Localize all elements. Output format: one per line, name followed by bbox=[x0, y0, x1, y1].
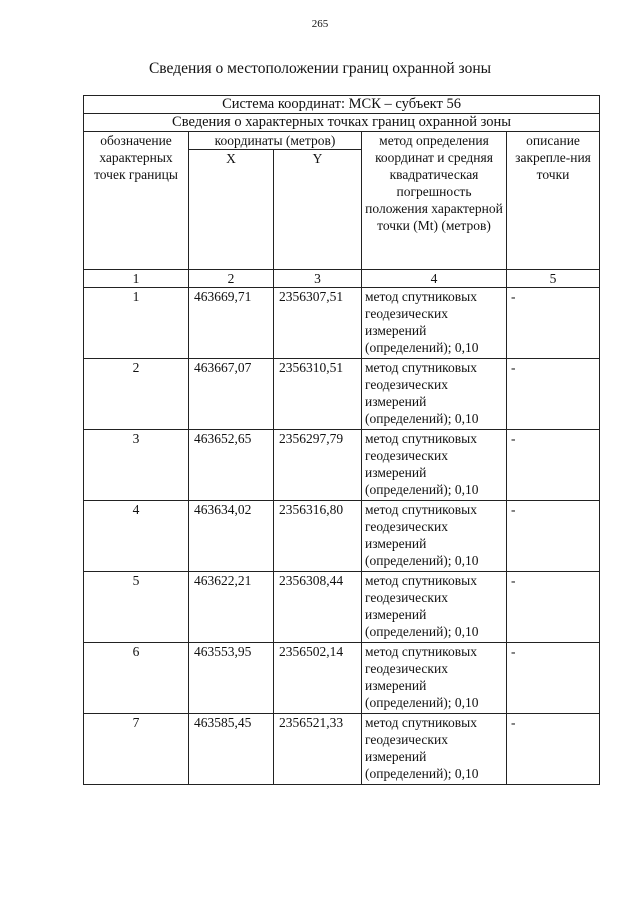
y-coordinate-cell: 2356297,79 bbox=[274, 430, 362, 501]
y-coordinate-cell: 2356521,33 bbox=[274, 714, 362, 785]
method-cell: метод спутниковых геодезических измерений (определений); 0,10 bbox=[362, 714, 507, 785]
method-cell: метод спутниковых геодезических измерений (определений); 0,10 bbox=[362, 359, 507, 430]
column-number: 5 bbox=[507, 270, 600, 288]
column-numbers-row bbox=[84, 270, 600, 288]
point-designation-header: обозначение характерных точек границы bbox=[84, 132, 189, 270]
header-row-top bbox=[84, 132, 600, 150]
x-coordinate-cell: 463622,21 bbox=[189, 572, 274, 643]
x-header: X bbox=[189, 150, 274, 270]
y-coordinate-cell: 2356502,14 bbox=[274, 643, 362, 714]
y-coordinate-cell: 2356307,51 bbox=[274, 288, 362, 359]
table-row bbox=[84, 643, 600, 714]
point-description-cell: - bbox=[507, 643, 600, 714]
y-coordinate-cell: 2356308,44 bbox=[274, 572, 362, 643]
point-number-cell: 6 bbox=[84, 643, 189, 714]
x-coordinate-cell: 463634,02 bbox=[189, 501, 274, 572]
boundary-points-table bbox=[83, 95, 600, 785]
points-info-label: Сведения о характерных точках границ охранной зоны bbox=[84, 114, 600, 132]
point-description-cell: - bbox=[507, 430, 600, 501]
column-number: 4 bbox=[362, 270, 507, 288]
method-cell: метод спутниковых геодезических измерений (определений); 0,10 bbox=[362, 643, 507, 714]
table-row bbox=[84, 430, 600, 501]
column-number: 3 bbox=[274, 270, 362, 288]
x-coordinate-cell: 463669,71 bbox=[189, 288, 274, 359]
y-coordinate-cell: 2356316,80 bbox=[274, 501, 362, 572]
x-coordinate-cell: 463553,95 bbox=[189, 643, 274, 714]
point-description-cell: - bbox=[507, 288, 600, 359]
column-number: 2 bbox=[189, 270, 274, 288]
table-row bbox=[84, 501, 600, 572]
point-number-cell: 3 bbox=[84, 430, 189, 501]
table-row bbox=[84, 714, 600, 785]
coordinate-system-label: Система координат: МСК – субъект 56 bbox=[84, 96, 600, 114]
table-row bbox=[84, 359, 600, 430]
point-number-cell: 7 bbox=[84, 714, 189, 785]
point-description-cell: - bbox=[507, 501, 600, 572]
x-coordinate-cell: 463585,45 bbox=[189, 714, 274, 785]
point-number-cell: 4 bbox=[84, 501, 189, 572]
point-number-cell: 5 bbox=[84, 572, 189, 643]
page-number: 265 bbox=[311, 18, 329, 30]
point-description-header: описание закрепле-ния точки bbox=[507, 132, 600, 270]
document-title: Сведения о местоположении границ охранной зоны bbox=[148, 60, 492, 77]
table-row bbox=[84, 288, 600, 359]
point-description-cell: - bbox=[507, 572, 600, 643]
x-coordinate-cell: 463667,07 bbox=[189, 359, 274, 430]
points-info-row bbox=[84, 114, 600, 132]
y-coordinate-cell: 2356310,51 bbox=[274, 359, 362, 430]
method-cell: метод спутниковых геодезических измерений (определений); 0,10 bbox=[362, 288, 507, 359]
method-header: метод определения координат и средняя квадратическая погрешность положения характерной точки (Mt) (метров) bbox=[362, 132, 507, 270]
coordinates-header: координаты (метров) bbox=[189, 132, 362, 150]
method-cell: метод спутниковых геодезических измерений (определений); 0,10 bbox=[362, 430, 507, 501]
x-coordinate-cell: 463652,65 bbox=[189, 430, 274, 501]
method-cell: метод спутниковых геодезических измерений (определений); 0,10 bbox=[362, 501, 507, 572]
table-row bbox=[84, 572, 600, 643]
column-number: 1 bbox=[84, 270, 189, 288]
coordinate-system-row bbox=[84, 96, 600, 114]
point-description-cell: - bbox=[507, 359, 600, 430]
point-number-cell: 1 bbox=[84, 288, 189, 359]
point-number-cell: 2 bbox=[84, 359, 189, 430]
y-header: Y bbox=[274, 150, 362, 270]
method-cell: метод спутниковых геодезических измерений (определений); 0,10 bbox=[362, 572, 507, 643]
point-description-cell: - bbox=[507, 714, 600, 785]
